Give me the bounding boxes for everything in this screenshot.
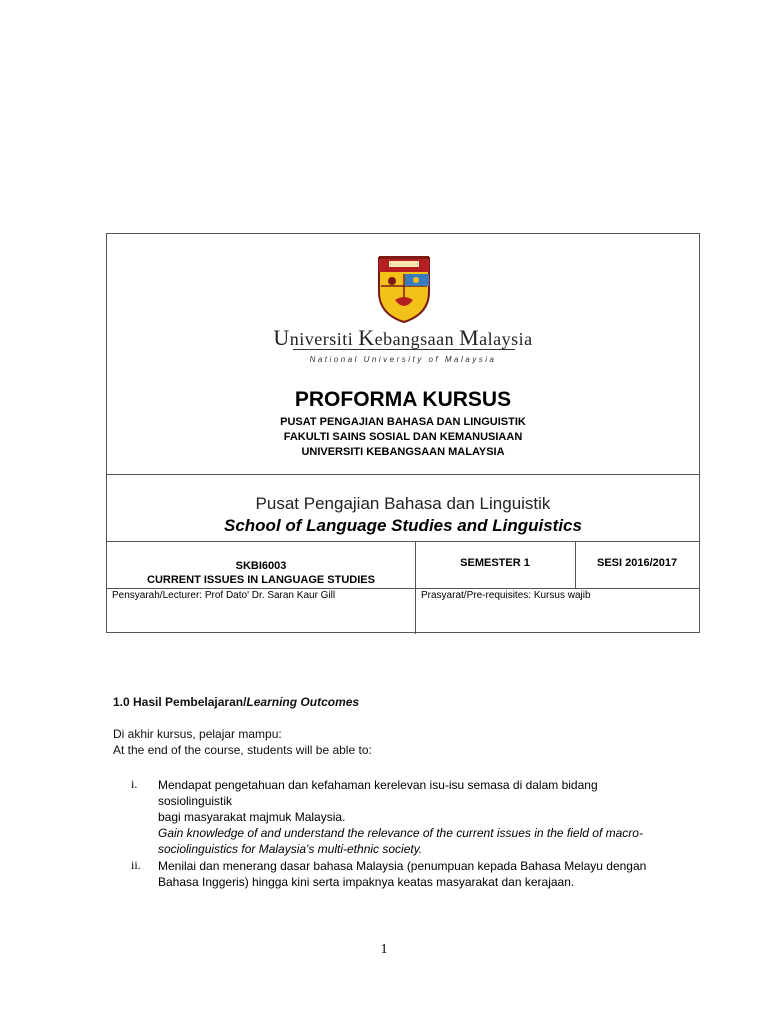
list-item: Menilai dan menerang dasar bahasa Malaysia (penumpuan kepada Bahasa Melayu dengan Bahasa Inggeris) hingga kini serta impaknya keatas masyarakat dan kerajaan. xyxy=(158,859,647,889)
divider xyxy=(107,541,699,542)
intro-english: At the end of the course, students will be able to: xyxy=(113,743,372,757)
university-name: Universiti Kebangsaan Malaysia xyxy=(273,325,533,350)
divider xyxy=(107,588,699,589)
prerequisites: Prasyarat/Pre-requisites: Kursus wajib xyxy=(421,590,591,601)
list-item: Mendapat pengetahuan dan kefahaman kerelevan isu-isu semasa di dalam bidang sosiolinguistik bagi masyarakat majmuk Malaysia. Gain knowledge of and understand the relevance of the current issues in the field of macro- sociolinguistics for Malaysia's multi-ethnic society. xyxy=(158,778,643,856)
list-number: ii. xyxy=(131,858,141,872)
course-code: SKBI6003 xyxy=(235,560,287,572)
intro-malay: Di akhir kursus, pelajar mampu: xyxy=(113,727,282,741)
school-name-english: School of Language Studies and Linguistics xyxy=(224,516,582,535)
lecturer: Pensyarah/Lecturer: Prof Dato' Dr. Saran Kaur Gill xyxy=(112,590,336,601)
ukm-crest-logo xyxy=(375,254,433,324)
course-proforma-frame xyxy=(106,233,700,633)
university-subtitle: National University of Malaysia xyxy=(309,355,497,364)
divider xyxy=(107,474,699,475)
subtitle-line-3: UNIVERSITI KEBANGSAAN MALAYSIA xyxy=(301,446,505,458)
university-name-rule xyxy=(293,349,515,350)
section-heading: 1.0 Hasil Pembelajaran/Learning Outcomes xyxy=(113,695,360,709)
semester: SEMESTER 1 xyxy=(460,557,530,569)
school-name-malay: Pusat Pengajian Bahasa dan Linguistik xyxy=(255,494,551,513)
course-name: CURRENT ISSUES IN LANGUAGE STUDIES xyxy=(147,574,375,586)
page-number: 1 xyxy=(380,942,388,957)
subtitle-line-2: FAKULTI SAINS SOSIAL DAN KEMANUSIAAN xyxy=(283,431,523,443)
session: SESI 2016/2017 xyxy=(597,557,678,569)
list-number: i. xyxy=(131,777,138,791)
column-divider xyxy=(415,541,416,634)
subtitle-line-1: PUSAT PENGAJIAN BAHASA DAN LINGUISTIK xyxy=(280,416,526,428)
column-divider xyxy=(575,541,576,588)
document-title: PROFORMA KURSUS xyxy=(294,388,512,411)
